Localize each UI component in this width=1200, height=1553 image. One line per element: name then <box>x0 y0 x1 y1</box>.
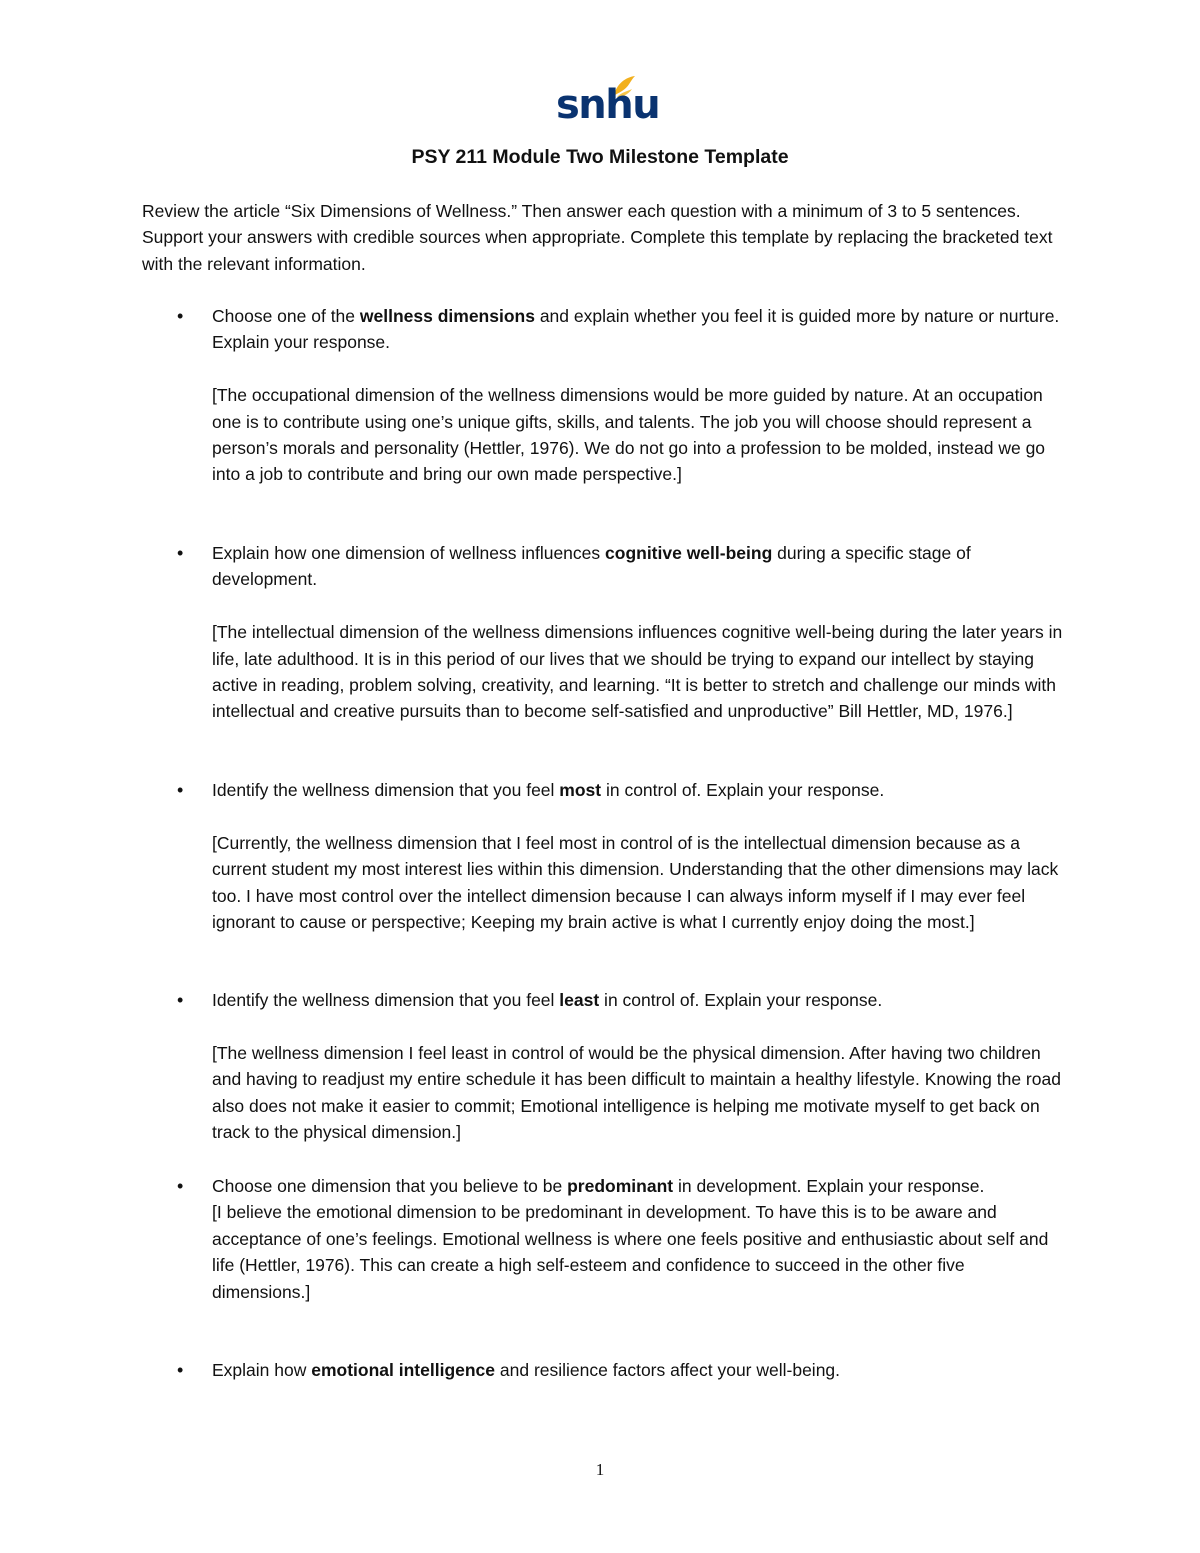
question-5: Choose one dimension that you believe to be predominant in development. Explain your response. <box>212 1176 985 1196</box>
list-item-1 <box>142 303 1066 488</box>
bullet-icon: • <box>177 990 184 1010</box>
list-item-4 <box>142 987 1066 1145</box>
list-item-3 <box>142 777 1066 935</box>
bullet-icon: • <box>177 1176 184 1196</box>
list-item-2 <box>142 540 1066 725</box>
bullet-icon: • <box>177 306 184 326</box>
bullet-icon: • <box>177 543 184 563</box>
bullet-icon: • <box>177 1360 184 1380</box>
answer-4: [The wellness dimension I feel least in control of would be the physical dimension. After having two children and having to readjust my entire schedule it has been difficult to maintain a healthy lifestyle. Knowing the road also does not make it easier to commit; Emotional intelligence is helping me motivate myself to get back on track to the physical dimension.] <box>212 1042 1061 1143</box>
bullet-icon: • <box>177 780 184 800</box>
question-2: Explain how one dimension of wellness influences cognitive well-being during a specific stage of development. <box>212 543 971 590</box>
intro-paragraph: Review the article “Six Dimensions of Wellness.” Then answer each question with a minimum of 3 to 5 sentences. Support your answers with credible sources when appropriate. Complete this template by replacing the bracketed text with the relevant information. <box>142 201 1053 274</box>
answer-3: [Currently, the wellness dimension that I feel most in control of is the intellectual dimension because as a current student my most interest lies within this dimension. Understanding that the other dimensions may lack too. I have most control over the intellect dimension because I can always inform myself if I may ever feel ignorant to cause or perspective; Keeping my brain active is what I currently enjoy doing the most.] <box>212 832 1059 933</box>
question-6: Explain how emotional intelligence and resilience factors affect your well-being. <box>212 1360 841 1380</box>
answer-2: [The intellectual dimension of the wellness dimensions influences cognitive well-being during the later years in life, late adulthood. It is in this period of our lives that we should be trying to expand our intellect by staying active in reading, problem solving, creativity, and learning. “It is better to stretch and challenge our minds with intellectual and creative pursuits than to become self-satisfied and unproductive” Bill Hettler, MD, 1976.] <box>212 622 1063 722</box>
list-item-6 <box>142 1357 1066 1383</box>
page-title: PSY 211 Module Two Milestone Template <box>411 146 789 168</box>
page-number: 1 <box>595 1460 605 1479</box>
question-4: Identify the wellness dimension that you feel least in control of. Explain your response. <box>212 990 883 1010</box>
question-1: Choose one of the wellness dimensions and explain whether you feel it is guided more by nature or nurture. Explain your response. <box>212 306 1060 353</box>
answer-5: [I believe the emotional dimension to be predominant in development. To have this is to be aware and acceptance of one’s feelings. Emotional wellness is where one feels positive and enthusiastic about self and life (Hettler, 1976). This can create a high self-esteem and confidence to succeed in the other five dimensions.] <box>212 1202 1049 1302</box>
answer-1: [The occupational dimension of the wellness dimensions would be more guided by nature. At an occupation one is to contribute using one’s unique gifts, skills, and talents. The job you will choose should represent a person’s morals and personality (Hettler, 1976). We do not go into a profession to be molded, instead we go into a job to contribute and bring our own made perspective.] <box>212 385 1046 485</box>
list-item-5 <box>142 1173 1066 1305</box>
question-3: Identify the wellness dimension that you feel most in control of. Explain your response. <box>212 780 885 800</box>
logo-wordmark: snhu <box>556 82 660 128</box>
snhu-logo <box>556 74 660 132</box>
